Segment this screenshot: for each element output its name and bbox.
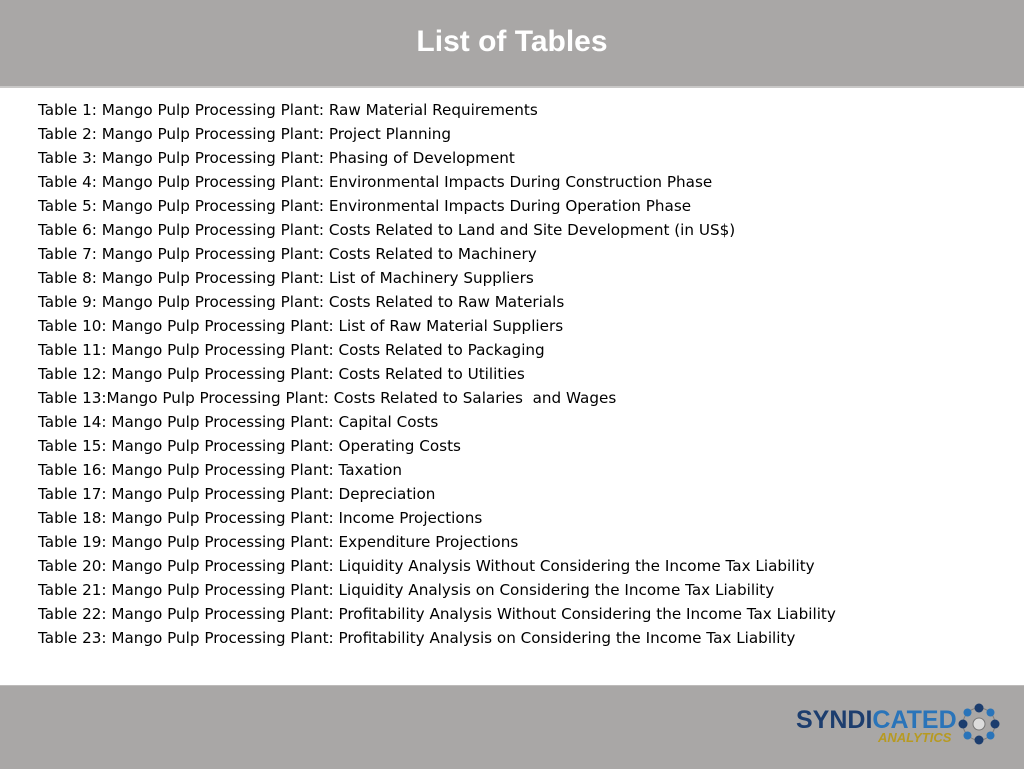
logo-wordmark: SYNDICATED <box>796 706 957 734</box>
company-logo <box>796 700 1004 750</box>
table-list-item: Table 5: Mango Pulp Processing Plant: Environmental Impacts During Operation Phase <box>38 197 692 215</box>
table-list-item: Table 1: Mango Pulp Processing Plant: Raw Material Requirements <box>38 101 538 119</box>
table-list-item: Table 11: Mango Pulp Processing Plant: Costs Related to Packaging <box>38 341 545 359</box>
table-list-item: Table 2: Mango Pulp Processing Plant: Project Planning <box>38 125 452 143</box>
table-list-item: Table 17: Mango Pulp Processing Plant: Depreciation <box>38 485 436 503</box>
table-list-item: Table 18: Mango Pulp Processing Plant: Income Projections <box>38 509 483 527</box>
table-list-item: Table 20: Mango Pulp Processing Plant: Liquidity Analysis Without Considering the Income Tax Liability <box>38 557 815 575</box>
table-list-item: Table 9: Mango Pulp Processing Plant: Costs Related to Raw Materials <box>38 293 565 311</box>
table-list-item: Table 21: Mango Pulp Processing Plant: Liquidity Analysis on Considering the Income Tax Liability <box>38 581 775 599</box>
table-list-item: Table 22: Mango Pulp Processing Plant: Profitability Analysis Without Considering the Income Tax Liability <box>38 605 836 623</box>
table-list-item: Table 14: Mango Pulp Processing Plant: Capital Costs <box>38 413 439 431</box>
table-list-item: Table 23: Mango Pulp Processing Plant: Profitability Analysis on Considering the Income Tax Liability <box>38 629 796 647</box>
table-list-item: Table 8: Mango Pulp Processing Plant: List of Machinery Suppliers <box>38 269 534 287</box>
table-list-item: Table 16: Mango Pulp Processing Plant: Taxation <box>38 461 402 479</box>
title-band <box>0 0 1024 88</box>
table-list-item: Table 3: Mango Pulp Processing Plant: Phasing of Development <box>38 149 515 167</box>
slide-title: List of Tables <box>416 25 608 58</box>
logo-graphic <box>796 700 1004 750</box>
table-list-item: Table 12: Mango Pulp Processing Plant: Costs Related to Utilities <box>38 365 525 383</box>
table-list <box>38 98 836 650</box>
molecule-icon <box>959 704 1000 745</box>
logo-subtitle: ANALYTICS <box>878 730 952 745</box>
table-list-item: Table 13:Mango Pulp Processing Plant: Costs Related to Salaries and Wages <box>38 389 617 407</box>
table-list-item: Table 10: Mango Pulp Processing Plant: List of Raw Material Suppliers <box>38 317 564 335</box>
table-list-item: Table 6: Mango Pulp Processing Plant: Costs Related to Land and Site Development (in US$) <box>38 221 736 239</box>
table-list-item: Table 19: Mango Pulp Processing Plant: Expenditure Projections <box>38 533 519 551</box>
table-list-item: Table 7: Mango Pulp Processing Plant: Costs Related to Machinery <box>38 245 537 263</box>
table-list-item: Table 15: Mango Pulp Processing Plant: Operating Costs <box>38 437 461 455</box>
table-list-item: Table 4: Mango Pulp Processing Plant: Environmental Impacts During Construction Phase <box>38 173 713 191</box>
